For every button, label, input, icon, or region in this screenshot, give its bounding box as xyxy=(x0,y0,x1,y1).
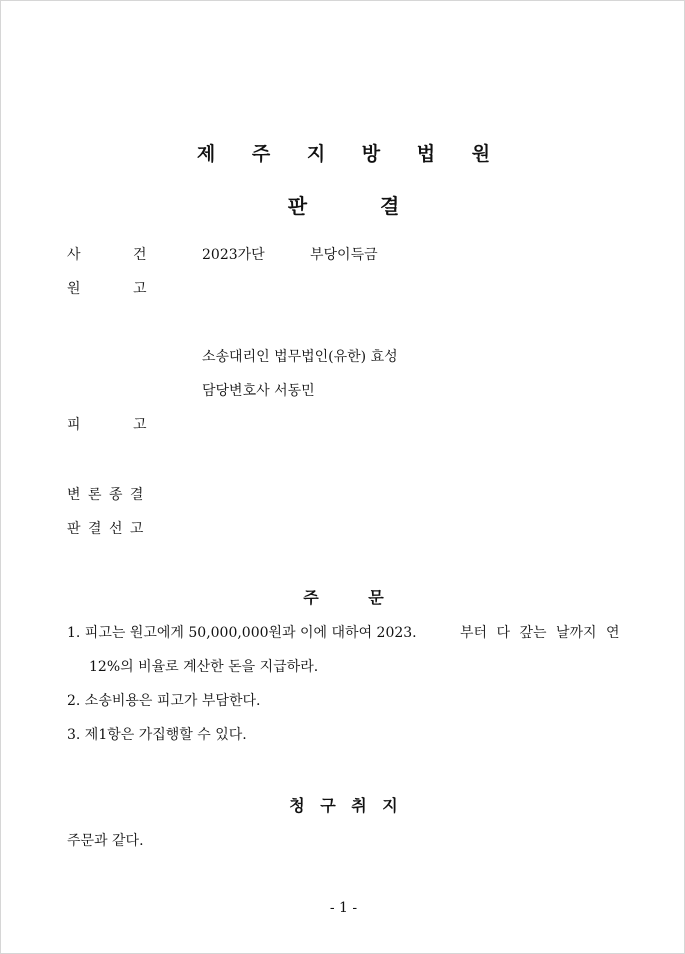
claim-title: 청 구 취 지 xyxy=(289,796,403,815)
defendant-label: 피 고 xyxy=(67,417,147,433)
case-name: 부당이득금 xyxy=(310,247,378,263)
counsel-line: 소송대리인 법무법인(유한) 효성 xyxy=(202,349,398,365)
attorney-line: 담당변호사 서동민 xyxy=(202,383,315,399)
order-item-1-line-2: 12%의 비율로 계산한 돈을 지급하라. xyxy=(89,659,319,675)
plaintiff-label: 원 고 xyxy=(67,281,147,297)
document-title: 판 결 xyxy=(287,194,400,218)
page-number: - 1 - xyxy=(329,900,358,916)
case-number: 2023가단 xyxy=(202,247,265,263)
court-name: 제 주 지 방 법 원 xyxy=(196,143,506,165)
order-item-1: 1. 피고는 원고에게 50,000,000원과 이에 대하여 2023. xyxy=(67,625,417,641)
case-label: 사 건 xyxy=(67,247,147,263)
order-item-1-continued: 부터 다 갚는 날까지 연 xyxy=(460,625,620,641)
order-title: 주 문 xyxy=(303,588,384,607)
closing-date-label: 변 론 종 결 xyxy=(67,487,144,503)
judgment-date-label: 판 결 선 고 xyxy=(67,521,144,537)
order-item-2: 2. 소송비용은 피고가 부담한다. xyxy=(67,693,261,709)
claim-text: 주문과 같다. xyxy=(67,833,144,849)
order-item-3: 3. 제1항은 가집행할 수 있다. xyxy=(67,727,247,743)
